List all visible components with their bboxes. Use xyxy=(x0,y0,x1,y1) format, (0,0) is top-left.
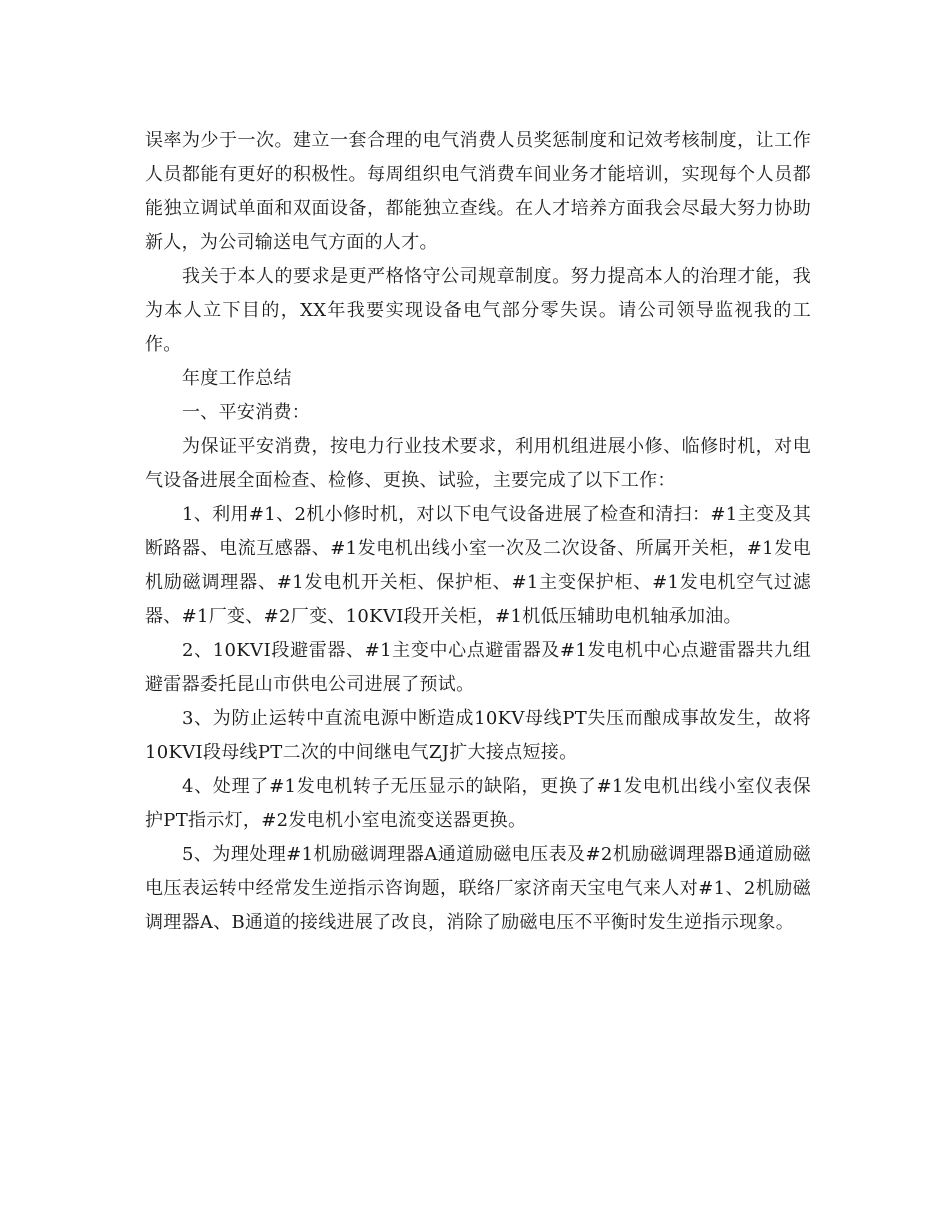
list-item-3: 3、为防止运转中直流电源中断造成10KV母线PT失压而酿成事故发生，故将10KVⅠ段母线PT二次的中间继电气ZJ扩大接点短接。 xyxy=(145,708,811,763)
list-item-1: 1、利用#1、2机小修时机，对以下电气设备进展了检查和清扫：#1主变及其断路器、电流互感器、#1发电机出线小室一次及二次设备、所属开关柜，#1发电机励磁调理器、#1发电机开关柜、保护柜、#1主变保护柜、#1发电机空气过滤器、#1厂变、#2厂变、10KVⅠ段开关柜，#1机低压辅助电机轴承加油。 xyxy=(145,504,811,627)
section-heading-safety: 一、平安消费： xyxy=(182,402,311,423)
paragraph-self-requirement: 我关于本人的要求是更严格恪守公司规章制度。努力提高本人的治理才能，我为本人立下目的，XX年我要实现设备电气部分零失误。请公司领导监视我的工作。 xyxy=(145,266,811,355)
list-item-2: 2、10KVⅠ段避雷器、#1主变中心点避雷器及#1发电机中心点避雷器共九组避雷器委托昆山市供电公司进展了预试。 xyxy=(145,640,811,695)
paragraph-continued: 误率为少于一次。建立一套合理的电气消费人员奖惩制度和记效考核制度，让工作人员都能有更好的积极性。每周组织电气消费车间业务才能培训，实现每个人员都能独立调试单面和双面设备，都能独立查线。在人才培养方面我会尽最大努力协助新人，为公司输送电气方面的人才。 xyxy=(145,130,811,253)
list-item-5: 5、为理处理#1机励磁调理器A通道励磁电压表及#2机励磁调理器B通道励磁电压表运转中经常发生逆指示咨询题，联络厂家济南天宝电气来人对#1、2机励磁调理器A、B通道的接线进展了改良，消除了励磁电压不平衡时发生逆指示现象。 xyxy=(145,844,811,933)
document-body xyxy=(145,124,811,940)
paragraph-safety-intro: 为保证平安消费，按电力行业技术要求，利用机组进展小修、临修时机，对电气设备进展全面检查、检修、更换、试验，主要完成了以下工作： xyxy=(145,436,811,491)
section-title-annual-summary: 年度工作总结 xyxy=(182,368,292,389)
list-item-4: 4、处理了#1发电机转子无压显示的缺陷，更换了#1发电机出线小室仪表保护PT指示灯，#2发电机小室电流变送器更换。 xyxy=(145,776,811,831)
